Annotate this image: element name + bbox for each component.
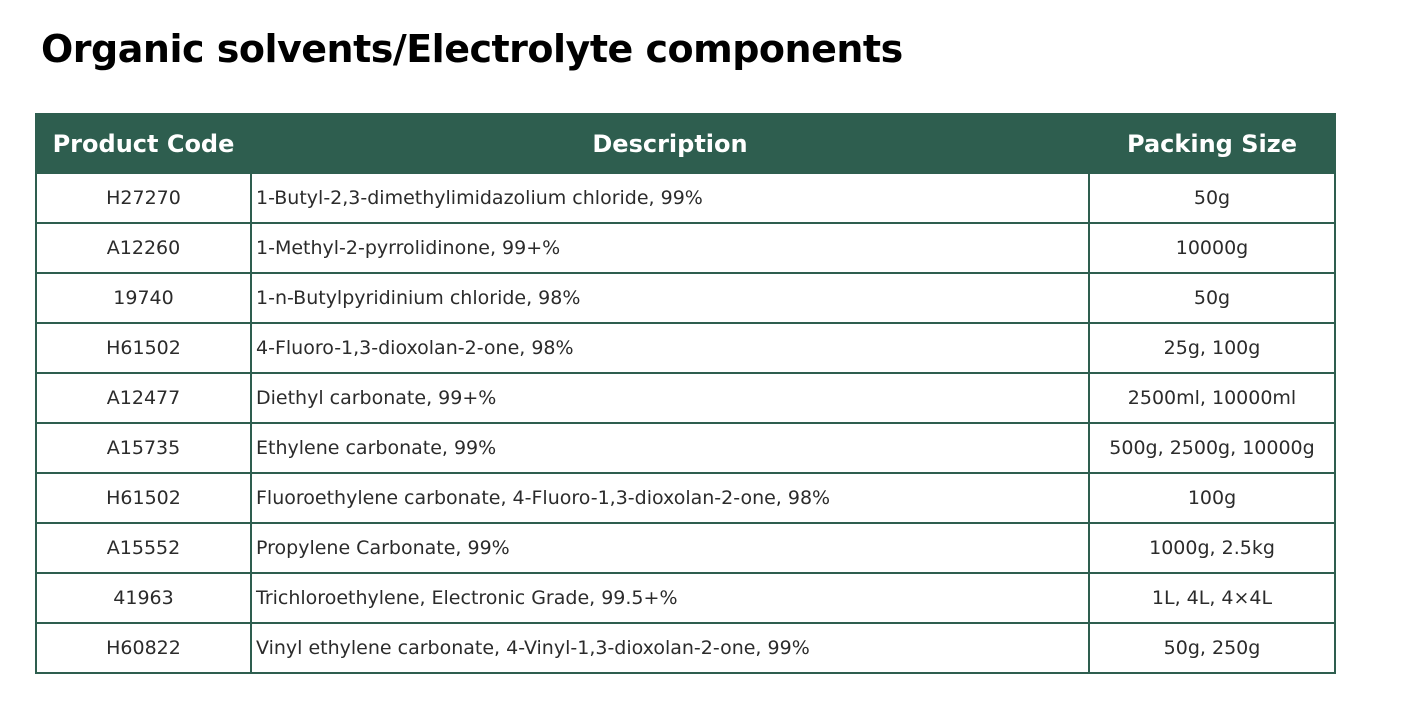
product-code-cell: H61502	[36, 323, 251, 373]
description-cell: Vinyl ethylene carbonate, 4-Vinyl-1,3-dioxolan-2-one, 99%	[251, 623, 1089, 673]
table-row	[36, 423, 1335, 473]
product-code-cell: A12260	[36, 223, 251, 273]
description-cell: Propylene Carbonate, 99%	[251, 523, 1089, 573]
description-cell: Trichloroethylene, Electronic Grade, 99.5+%	[251, 573, 1089, 623]
product-code-cell: H27270	[36, 173, 251, 223]
header-product-code: Product Code	[36, 114, 251, 173]
packing-size-cell: 25g, 100g	[1089, 323, 1335, 373]
product-code-cell: H60822	[36, 623, 251, 673]
product-code-cell: A15735	[36, 423, 251, 473]
packing-size-cell: 1000g, 2.5kg	[1089, 523, 1335, 573]
table-row	[36, 323, 1335, 373]
packing-size-cell: 50g	[1089, 273, 1335, 323]
description-cell: 1-n-Butylpyridinium chloride, 98%	[251, 273, 1089, 323]
description-cell: Diethyl carbonate, 99+%	[251, 373, 1089, 423]
table-row	[36, 273, 1335, 323]
table-row	[36, 373, 1335, 423]
product-code-cell: A15552	[36, 523, 251, 573]
product-code-cell: 41963	[36, 573, 251, 623]
description-cell: 1-Butyl-2,3-dimethylimidazolium chloride, 99%	[251, 173, 1089, 223]
packing-size-cell: 100g	[1089, 473, 1335, 523]
header-packing-size: Packing Size	[1089, 114, 1335, 173]
packing-size-cell: 50g, 250g	[1089, 623, 1335, 673]
packing-size-cell: 1L, 4L, 4×4L	[1089, 573, 1335, 623]
packing-size-cell: 2500ml, 10000ml	[1089, 373, 1335, 423]
header-description: Description	[251, 114, 1089, 173]
product-code-cell: A12477	[36, 373, 251, 423]
description-cell: Ethylene carbonate, 99%	[251, 423, 1089, 473]
table-row	[36, 573, 1335, 623]
packing-size-cell: 50g	[1089, 173, 1335, 223]
product-code-cell: H61502	[36, 473, 251, 523]
description-cell: 4-Fluoro-1,3-dioxolan-2-one, 98%	[251, 323, 1089, 373]
table-header-row	[36, 114, 1335, 173]
table-row	[36, 523, 1335, 573]
table-row	[36, 473, 1335, 523]
packing-size-cell: 10000g	[1089, 223, 1335, 273]
table-row	[36, 623, 1335, 673]
page-title: Organic solvents/Electrolyte components	[41, 27, 903, 71]
packing-size-cell: 500g, 2500g, 10000g	[1089, 423, 1335, 473]
table-row	[36, 173, 1335, 223]
products-table	[35, 113, 1336, 674]
description-cell: Fluoroethylene carbonate, 4-Fluoro-1,3-dioxolan-2-one, 98%	[251, 473, 1089, 523]
table-row	[36, 223, 1335, 273]
description-cell: 1-Methyl-2-pyrrolidinone, 99+%	[251, 223, 1089, 273]
product-code-cell: 19740	[36, 273, 251, 323]
